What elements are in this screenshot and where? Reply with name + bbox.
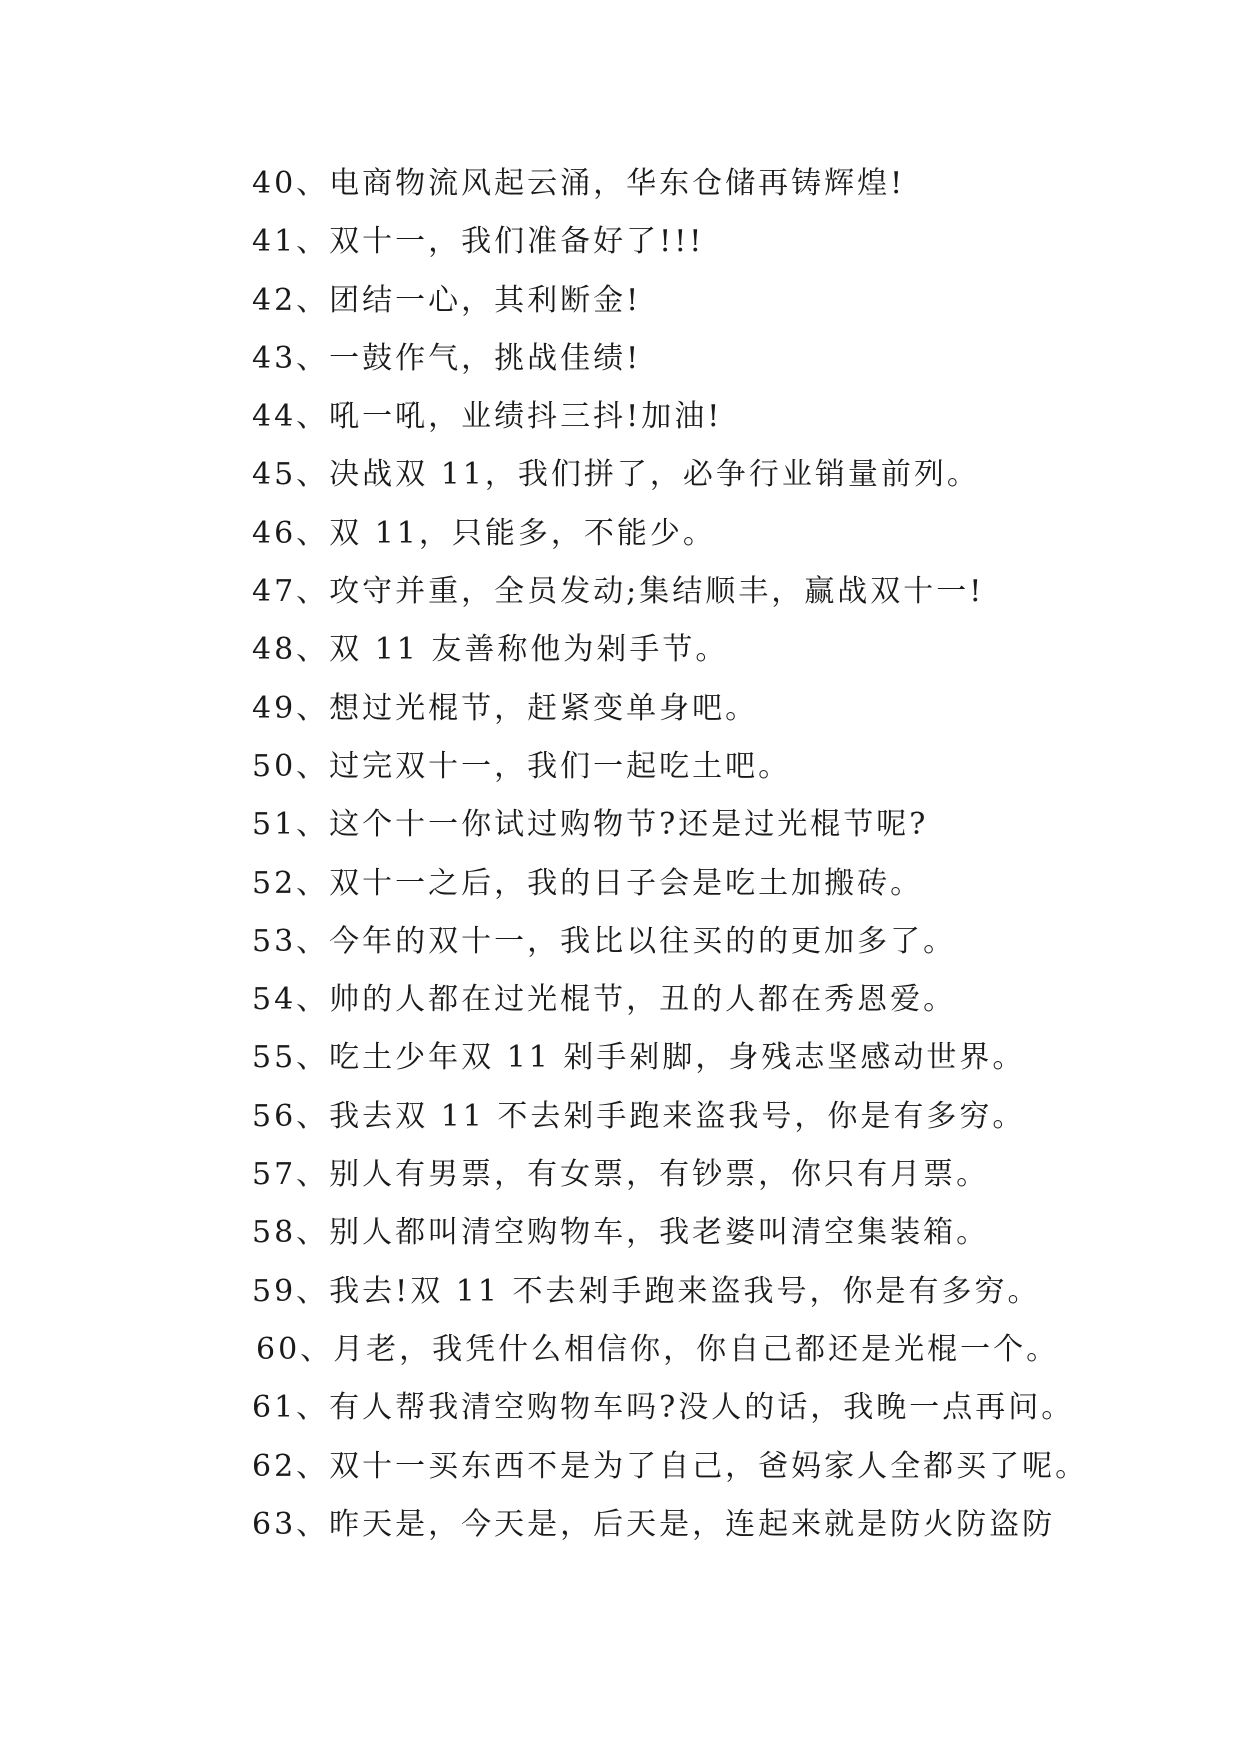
list-item: 52、双十一之后，我的日子会是吃土加搬砖。: [252, 865, 924, 901]
list-item: 47、攻守并重，全员发动;集结顺丰，赢战双十一!: [252, 574, 985, 610]
list-item: 57、别人有男票，有女票，有钞票，你只有月票。: [252, 1157, 990, 1193]
list-item: 49、想过光棍节，赶紧变单身吧。: [252, 690, 759, 726]
list-item: 42、团结一心，其利断金!: [252, 282, 642, 318]
list-item: 55、吃土少年双 11 剁手剁脚，身残志坚感动世界。: [252, 1040, 1026, 1076]
list-item: 60、月老，我凭什么相信你，你自己都还是光棍一个。: [256, 1331, 1060, 1367]
list-item: 48、双 11 友善称他为剁手节。: [252, 632, 729, 668]
list-item: 45、决战双 11，我们拼了，必争行业销量前列。: [252, 457, 980, 493]
list-item: 43、一鼓作气，挑战佳绩!: [252, 340, 642, 376]
list-item: 44、吼一吼，业绩抖三抖!加油!: [252, 399, 723, 435]
list-item: 54、帅的人都在过光棍节，丑的人都在秀恩爱。: [252, 982, 957, 1018]
list-item: 59、我去!双 11 不去剁手跑来盗我号，你是有多穷。: [252, 1273, 1041, 1309]
list-item: 61、有人帮我清空购物车吗?没人的话，我晚一点再问。: [252, 1390, 1075, 1426]
list-item: 40、电商物流风起云涌，华东仓储再铸辉煌!: [252, 166, 906, 201]
list-item: 50、过完双十一，我们一起吃土吧。: [252, 748, 792, 784]
list-item: 56、我去双 11 不去剁手跑来盗我号，你是有多穷。: [252, 1098, 1026, 1134]
list-item: 58、别人都叫清空购物车，我老婆叫清空集装箱。: [252, 1215, 990, 1251]
list-item: 46、双 11，只能多，不能少。: [252, 515, 716, 551]
list-item: 41、双十一，我们准备好了!!!: [252, 224, 705, 260]
list-item: 51、这个十一你试过购物节?还是过光棍节呢?: [252, 807, 929, 843]
list-item: 63、昨天是，今天是，后天是，连起来就是防火防盗防: [252, 1506, 1056, 1542]
slogan-list: [252, 155, 1192, 1554]
list-item: 62、双十一买东西不是为了自己，爸妈家人全都买了呢。: [252, 1448, 1089, 1484]
list-item: 53、今年的双十一，我比以往买的的更加多了。: [252, 923, 957, 959]
